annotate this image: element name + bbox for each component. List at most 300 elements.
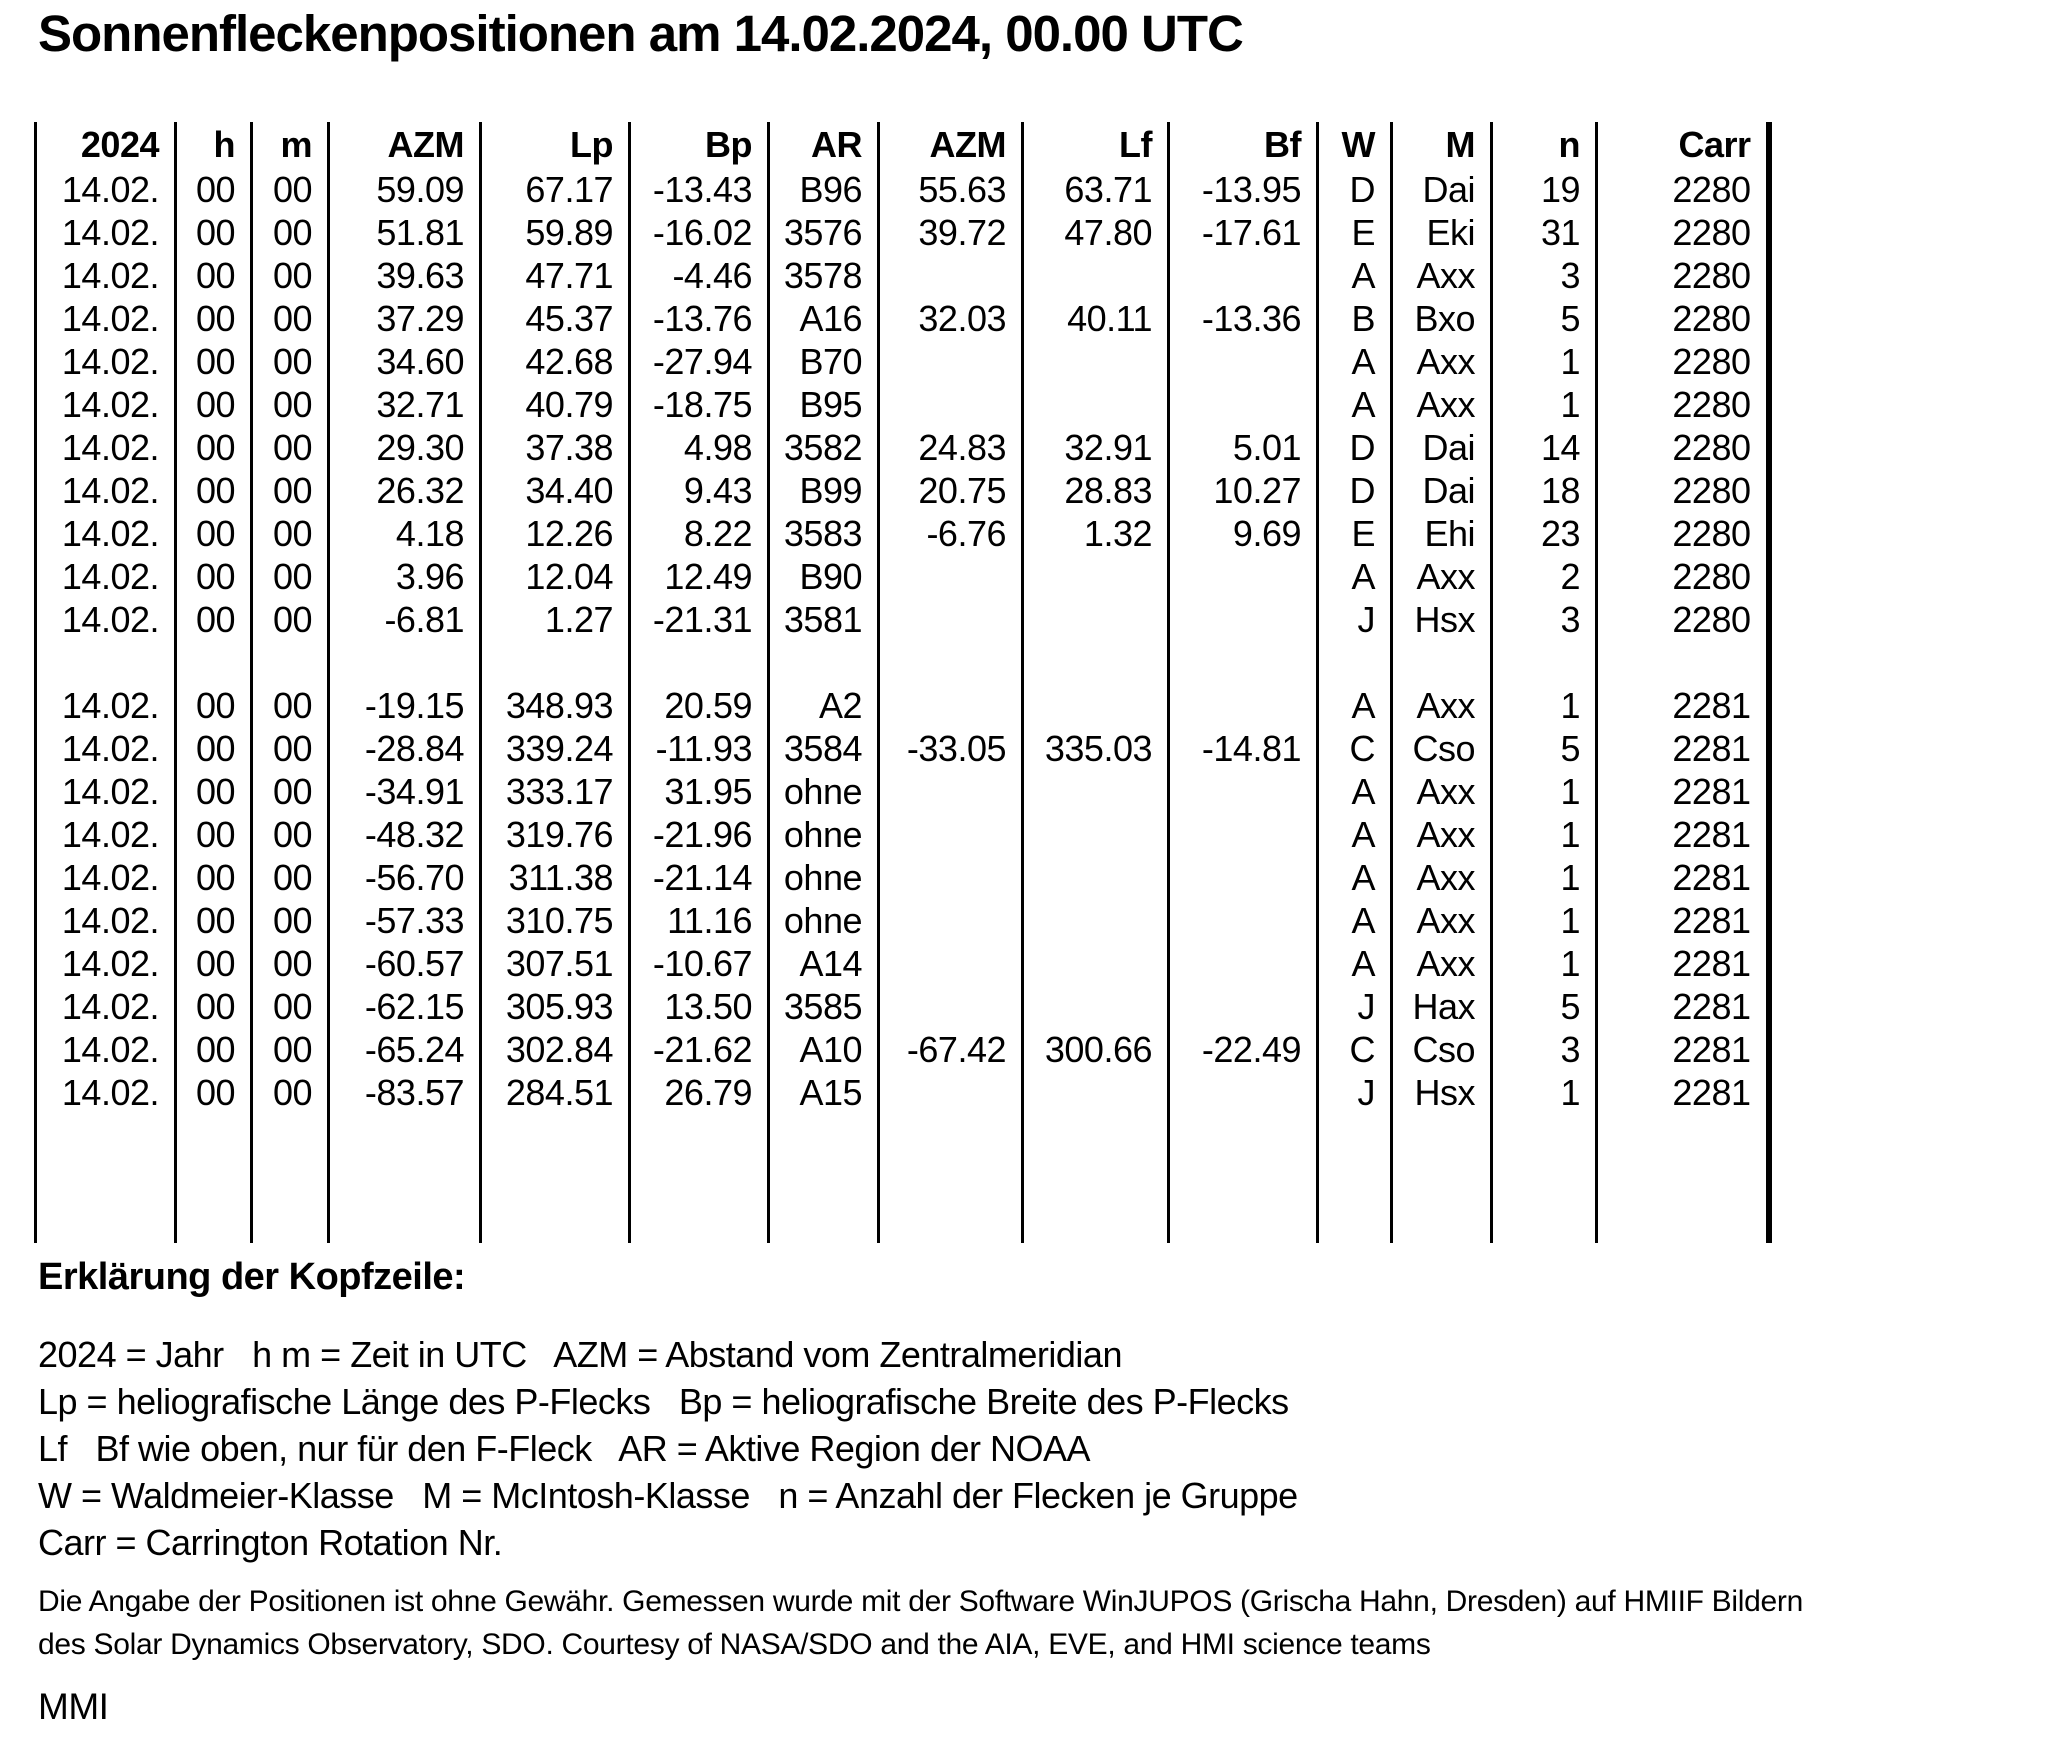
cell-n: 3 (1492, 598, 1597, 641)
cell-m: 00 (252, 254, 329, 297)
cell-date: 14.02. (36, 598, 176, 641)
cell-m-class (1392, 641, 1492, 684)
cell-date: 14.02. (36, 426, 176, 469)
cell-date: 14.02. (36, 727, 176, 770)
cell-m-class: Axx (1392, 555, 1492, 598)
cell-w: B (1318, 297, 1392, 340)
cell-azm-p: -57.33 (329, 899, 481, 942)
sunspot-table-body (36, 168, 1769, 1243)
cell-date: 14.02. (36, 1071, 176, 1114)
cell-lp: 12.04 (481, 555, 630, 598)
table-row (36, 254, 1769, 297)
cell-m: 00 (252, 1028, 329, 1071)
cell-n: 19 (1492, 168, 1597, 211)
cell-lf (1023, 555, 1169, 598)
cell-bf (1169, 942, 1318, 985)
cell-n: 1 (1492, 1071, 1597, 1114)
cell-date: 14.02. (36, 856, 176, 899)
cell-bp: 26.79 (630, 1071, 769, 1114)
cell-azm-f (879, 856, 1023, 899)
col-header-bp: Bp (630, 122, 769, 168)
cell-bf (1169, 684, 1318, 727)
cell-lp: 311.38 (481, 856, 630, 899)
cell-azm-f: -33.05 (879, 727, 1023, 770)
cell-m (252, 1157, 329, 1200)
cell-lf: 63.71 (1023, 168, 1169, 211)
cell-bf: -22.49 (1169, 1028, 1318, 1071)
cell-w: J (1318, 985, 1392, 1028)
cell-azm-p: -62.15 (329, 985, 481, 1028)
cell-n: 1 (1492, 899, 1597, 942)
cell-lp: 307.51 (481, 942, 630, 985)
cell-date: 14.02. (36, 469, 176, 512)
col-header-minute: m (252, 122, 329, 168)
cell-w: A (1318, 684, 1392, 727)
cell-m: 00 (252, 899, 329, 942)
cell-m: 00 (252, 211, 329, 254)
cell-w (1318, 1200, 1392, 1243)
cell-n: 1 (1492, 813, 1597, 856)
cell-azm-f (879, 899, 1023, 942)
cell-date (36, 1114, 176, 1157)
cell-lf: 335.03 (1023, 727, 1169, 770)
cell-carr (1597, 1200, 1769, 1243)
cell-carr: 2281 (1597, 727, 1769, 770)
cell-ar: A10 (769, 1028, 879, 1071)
cell-bp: -4.46 (630, 254, 769, 297)
cell-w: A (1318, 899, 1392, 942)
cell-lf (1023, 684, 1169, 727)
cell-n: 1 (1492, 770, 1597, 813)
cell-azm-f (879, 942, 1023, 985)
cell-bp: -21.31 (630, 598, 769, 641)
cell-lp: 319.76 (481, 813, 630, 856)
cell-carr: 2281 (1597, 856, 1769, 899)
cell-bp: 11.16 (630, 899, 769, 942)
cell-m: 00 (252, 168, 329, 211)
cell-m: 00 (252, 985, 329, 1028)
cell-carr: 2280 (1597, 211, 1769, 254)
cell-azm-p: 59.09 (329, 168, 481, 211)
cell-azm-p (329, 1200, 481, 1243)
cell-h: 00 (176, 1028, 252, 1071)
cell-h: 00 (176, 340, 252, 383)
cell-date: 14.02. (36, 942, 176, 985)
cell-bp: -13.43 (630, 168, 769, 211)
table-row (36, 899, 1769, 942)
col-header-lp: Lp (481, 122, 630, 168)
cell-h: 00 (176, 297, 252, 340)
cell-w: D (1318, 168, 1392, 211)
cell-azm-p: -83.57 (329, 1071, 481, 1114)
col-header-bf: Bf (1169, 122, 1318, 168)
cell-carr: 2280 (1597, 254, 1769, 297)
footnote-line-1: Die Angabe der Positionen ist ohne Gewähr. Gemessen wurde mit der Software WinJUPOS (Grischa Hahn, Dresden) auf HMIIF Bildern (38, 1585, 1803, 1618)
table-row (36, 168, 1769, 211)
cell-lf (1023, 770, 1169, 813)
cell-w: A (1318, 856, 1392, 899)
cell-h: 00 (176, 856, 252, 899)
cell-lf (1023, 340, 1169, 383)
cell-date: 14.02. (36, 168, 176, 211)
cell-date: 14.02. (36, 254, 176, 297)
cell-bp: 13.50 (630, 985, 769, 1028)
cell-m: 00 (252, 512, 329, 555)
cell-m: 00 (252, 813, 329, 856)
cell-w: C (1318, 1028, 1392, 1071)
cell-date: 14.02. (36, 383, 176, 426)
cell-ar: 3582 (769, 426, 879, 469)
cell-date: 14.02. (36, 684, 176, 727)
cell-lp: 34.40 (481, 469, 630, 512)
cell-lf (1023, 1071, 1169, 1114)
cell-h: 00 (176, 426, 252, 469)
cell-ar (769, 1157, 879, 1200)
table-row (36, 211, 1769, 254)
cell-m-class: Axx (1392, 340, 1492, 383)
table-row (36, 1071, 1769, 1114)
cell-ar: 3584 (769, 727, 879, 770)
cell-bf (1169, 383, 1318, 426)
cell-azm-f (879, 684, 1023, 727)
cell-w: D (1318, 469, 1392, 512)
cell-ar (769, 641, 879, 684)
cell-lf (1023, 254, 1169, 297)
cell-h: 00 (176, 211, 252, 254)
cell-lp: 1.27 (481, 598, 630, 641)
col-header-n: n (1492, 122, 1597, 168)
cell-m-class: Axx (1392, 254, 1492, 297)
cell-bf (1169, 641, 1318, 684)
cell-carr: 2280 (1597, 297, 1769, 340)
cell-ar: B99 (769, 469, 879, 512)
cell-m: 00 (252, 555, 329, 598)
cell-bp: 31.95 (630, 770, 769, 813)
table-row (36, 340, 1769, 383)
table-row (36, 942, 1769, 985)
cell-m-class: Hsx (1392, 598, 1492, 641)
cell-ar: 3581 (769, 598, 879, 641)
cell-date: 14.02. (36, 985, 176, 1028)
cell-n: 5 (1492, 297, 1597, 340)
legend-line-2: Lp = heliografische Länge des P-Flecks Bp = heliografische Breite des P-Flecks (38, 1381, 1289, 1422)
cell-m: 00 (252, 727, 329, 770)
cell-azm-f (879, 770, 1023, 813)
table-row (36, 555, 1769, 598)
cell-carr: 2281 (1597, 985, 1769, 1028)
cell-carr: 2281 (1597, 1071, 1769, 1114)
cell-m-class: Axx (1392, 770, 1492, 813)
cell-ar: A14 (769, 942, 879, 985)
cell-n: 2 (1492, 555, 1597, 598)
cell-w: A (1318, 942, 1392, 985)
cell-azm-f: 20.75 (879, 469, 1023, 512)
cell-bp: -21.14 (630, 856, 769, 899)
cell-ar: A16 (769, 297, 879, 340)
cell-lf (1023, 598, 1169, 641)
cell-m-class: Axx (1392, 856, 1492, 899)
cell-m-class: Dai (1392, 426, 1492, 469)
cell-date: 14.02. (36, 813, 176, 856)
cell-ar: B70 (769, 340, 879, 383)
cell-m-class: Axx (1392, 383, 1492, 426)
cell-m: 00 (252, 297, 329, 340)
cell-w: E (1318, 512, 1392, 555)
cell-azm-f (879, 813, 1023, 856)
col-header-hour: h (176, 122, 252, 168)
cell-carr: 2280 (1597, 555, 1769, 598)
cell-n: 31 (1492, 211, 1597, 254)
cell-azm-f (879, 1114, 1023, 1157)
cell-azm-f: -6.76 (879, 512, 1023, 555)
cell-n: 3 (1492, 1028, 1597, 1071)
cell-m: 00 (252, 340, 329, 383)
table-row-spacer (36, 641, 1769, 684)
cell-azm-f (879, 1157, 1023, 1200)
table-header-row (36, 122, 1769, 168)
cell-m-class: Hax (1392, 985, 1492, 1028)
table-row-spacer (36, 1157, 1769, 1200)
cell-lp (481, 1200, 630, 1243)
cell-lf (1023, 1157, 1169, 1200)
cell-bf: -13.36 (1169, 297, 1318, 340)
cell-carr: 2281 (1597, 899, 1769, 942)
cell-azm-f (879, 383, 1023, 426)
cell-azm-p (329, 1114, 481, 1157)
table-row (36, 856, 1769, 899)
cell-lp: 305.93 (481, 985, 630, 1028)
cell-bf (1169, 1071, 1318, 1114)
cell-n (1492, 1114, 1597, 1157)
cell-lp: 302.84 (481, 1028, 630, 1071)
cell-bf: -17.61 (1169, 211, 1318, 254)
cell-azm-p: -60.57 (329, 942, 481, 985)
cell-n: 14 (1492, 426, 1597, 469)
footnote-line-2: des Solar Dynamics Observatory, SDO. Courtesy of NASA/SDO and the AIA, EVE, and HMI science teams (38, 1628, 1431, 1661)
cell-w: A (1318, 770, 1392, 813)
cell-carr (1597, 1157, 1769, 1200)
cell-w: A (1318, 254, 1392, 297)
cell-lp: 12.26 (481, 512, 630, 555)
cell-azm-p: 51.81 (329, 211, 481, 254)
cell-azm-p: 34.60 (329, 340, 481, 383)
cell-date: 14.02. (36, 770, 176, 813)
cell-azm-f (879, 598, 1023, 641)
cell-w (1318, 1157, 1392, 1200)
cell-ar: A2 (769, 684, 879, 727)
cell-azm-p: 29.30 (329, 426, 481, 469)
cell-m: 00 (252, 1071, 329, 1114)
cell-bf (1169, 1157, 1318, 1200)
cell-h: 00 (176, 1071, 252, 1114)
cell-azm-f (879, 555, 1023, 598)
cell-ar: ohne (769, 899, 879, 942)
cell-ar: B90 (769, 555, 879, 598)
cell-date (36, 641, 176, 684)
cell-lp: 348.93 (481, 684, 630, 727)
cell-n: 5 (1492, 727, 1597, 770)
cell-azm-p: -48.32 (329, 813, 481, 856)
cell-bf (1169, 899, 1318, 942)
table-row-spacer (36, 1200, 1769, 1243)
cell-azm-f (879, 254, 1023, 297)
cell-carr: 2281 (1597, 813, 1769, 856)
cell-h (176, 1114, 252, 1157)
cell-azm-p: 32.71 (329, 383, 481, 426)
cell-carr: 2280 (1597, 426, 1769, 469)
cell-m-class: Ehi (1392, 512, 1492, 555)
cell-bp: -16.02 (630, 211, 769, 254)
cell-carr: 2280 (1597, 598, 1769, 641)
cell-m-class: Cso (1392, 1028, 1492, 1071)
cell-ar: ohne (769, 813, 879, 856)
cell-bf: 5.01 (1169, 426, 1318, 469)
cell-n: 3 (1492, 254, 1597, 297)
cell-date: 14.02. (36, 555, 176, 598)
cell-bf: 9.69 (1169, 512, 1318, 555)
cell-m: 00 (252, 856, 329, 899)
cell-lp: 40.79 (481, 383, 630, 426)
cell-n: 1 (1492, 942, 1597, 985)
col-header-w: W (1318, 122, 1392, 168)
cell-bf (1169, 598, 1318, 641)
cell-carr: 2280 (1597, 340, 1769, 383)
cell-n: 18 (1492, 469, 1597, 512)
col-header-lf: Lf (1023, 122, 1169, 168)
cell-azm-f (879, 1071, 1023, 1114)
cell-date: 14.02. (36, 1028, 176, 1071)
cell-lp (481, 1157, 630, 1200)
cell-azm-f: 32.03 (879, 297, 1023, 340)
cell-n (1492, 1157, 1597, 1200)
cell-carr: 2280 (1597, 469, 1769, 512)
legend-section (38, 1256, 1298, 1566)
cell-azm-p: 4.18 (329, 512, 481, 555)
cell-h: 00 (176, 512, 252, 555)
cell-bp: 20.59 (630, 684, 769, 727)
cell-ar (769, 1200, 879, 1243)
cell-m-class: Hsx (1392, 1071, 1492, 1114)
cell-lp: 47.71 (481, 254, 630, 297)
cell-bp: -10.67 (630, 942, 769, 985)
cell-date: 14.02. (36, 512, 176, 555)
cell-lf: 47.80 (1023, 211, 1169, 254)
cell-m: 00 (252, 598, 329, 641)
col-header-m: M (1392, 122, 1492, 168)
cell-w: D (1318, 426, 1392, 469)
cell-bp (630, 1114, 769, 1157)
cell-n (1492, 1200, 1597, 1243)
cell-lf (1023, 1200, 1169, 1243)
col-header-year: 2024 (36, 122, 176, 168)
cell-lp: 37.38 (481, 426, 630, 469)
cell-lp: 67.17 (481, 168, 630, 211)
cell-lf (1023, 641, 1169, 684)
cell-bp: -21.96 (630, 813, 769, 856)
cell-azm-p: -34.91 (329, 770, 481, 813)
cell-m-class: Cso (1392, 727, 1492, 770)
cell-azm-p: 37.29 (329, 297, 481, 340)
cell-m (252, 1200, 329, 1243)
cell-m-class (1392, 1200, 1492, 1243)
col-header-azm-f: AZM (879, 122, 1023, 168)
cell-bp: -21.62 (630, 1028, 769, 1071)
cell-lf (1023, 899, 1169, 942)
cell-bf: 10.27 (1169, 469, 1318, 512)
cell-ar: 3583 (769, 512, 879, 555)
cell-azm-p: -56.70 (329, 856, 481, 899)
cell-w: E (1318, 211, 1392, 254)
cell-azm-p: 39.63 (329, 254, 481, 297)
cell-azm-f: 24.83 (879, 426, 1023, 469)
cell-lp: 284.51 (481, 1071, 630, 1114)
table-row (36, 1028, 1769, 1071)
cell-bf (1169, 985, 1318, 1028)
cell-m-class: Axx (1392, 813, 1492, 856)
cell-n: 23 (1492, 512, 1597, 555)
cell-w (1318, 641, 1392, 684)
cell-h: 00 (176, 555, 252, 598)
cell-h: 00 (176, 727, 252, 770)
cell-azm-f: 55.63 (879, 168, 1023, 211)
cell-n: 1 (1492, 340, 1597, 383)
cell-lp (481, 641, 630, 684)
cell-lf (1023, 813, 1169, 856)
cell-w: J (1318, 1071, 1392, 1114)
cell-h: 00 (176, 942, 252, 985)
table-row (36, 684, 1769, 727)
cell-azm-f (879, 985, 1023, 1028)
cell-lf: 28.83 (1023, 469, 1169, 512)
cell-bp: 12.49 (630, 555, 769, 598)
cell-lf: 40.11 (1023, 297, 1169, 340)
cell-m: 00 (252, 684, 329, 727)
col-header-ar: AR (769, 122, 879, 168)
cell-bf (1169, 1200, 1318, 1243)
cell-carr: 2280 (1597, 383, 1769, 426)
cell-lf: 1.32 (1023, 512, 1169, 555)
cell-ar: 3576 (769, 211, 879, 254)
cell-carr: 2281 (1597, 770, 1769, 813)
cell-n: 1 (1492, 684, 1597, 727)
cell-ar: B95 (769, 383, 879, 426)
cell-lp: 339.24 (481, 727, 630, 770)
table-row (36, 469, 1769, 512)
table-row-spacer (36, 1114, 1769, 1157)
cell-azm-p: -19.15 (329, 684, 481, 727)
cell-n: 5 (1492, 985, 1597, 1028)
legend-line-1: 2024 = Jahr h m = Zeit in UTC AZM = Abstand vom Zentralmeridian (38, 1334, 1122, 1375)
col-header-azm-p: AZM (329, 122, 481, 168)
cell-h: 00 (176, 813, 252, 856)
cell-lp (481, 1114, 630, 1157)
cell-h: 00 (176, 899, 252, 942)
cell-m: 00 (252, 770, 329, 813)
cell-m: 00 (252, 469, 329, 512)
cell-azm-p: -28.84 (329, 727, 481, 770)
cell-h: 00 (176, 598, 252, 641)
cell-w (1318, 1114, 1392, 1157)
cell-n: 1 (1492, 383, 1597, 426)
table-row (36, 297, 1769, 340)
cell-h: 00 (176, 770, 252, 813)
cell-ar: 3578 (769, 254, 879, 297)
cell-azm-f (879, 1200, 1023, 1243)
cell-bf (1169, 254, 1318, 297)
cell-ar: A15 (769, 1071, 879, 1114)
cell-azm-p: 3.96 (329, 555, 481, 598)
table-row (36, 598, 1769, 641)
